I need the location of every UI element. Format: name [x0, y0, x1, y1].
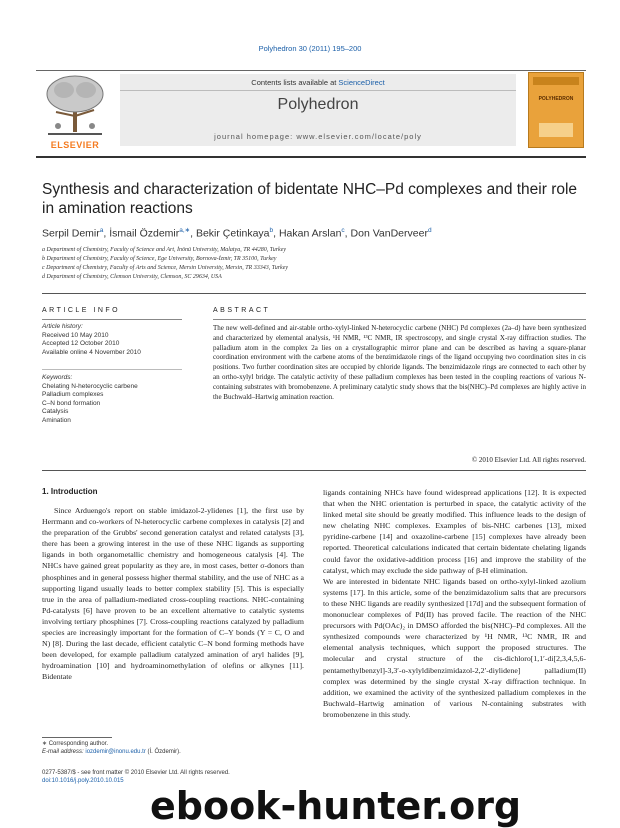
history-online: Available online 4 November 2010	[42, 348, 141, 356]
author-affiliation-mark[interactable]: a	[99, 227, 104, 234]
history-received: Received 10 May 2010	[42, 331, 109, 339]
section-heading-introduction: 1. Introduction	[42, 487, 98, 496]
article-info-rule	[42, 319, 182, 320]
journal-title: Polyhedron	[277, 96, 359, 113]
intro-column-right: ligands containing NHCs have found widespread applications [12]. It is expected that when the NHC orientation is perturbed in space, the catalytic activity of the linked metal site should be greatly modified. This influence leads to the design of new chelating NHC complexes. Examples of bis-NHC carbenes [13], mixed pyridine-carbene [14] and oxazoline-carbene [15] complexes have already been reported. Theoretical calculations indicated that certain bidentate chelating ligands could favor the oxidative-addition process [16] and improve the stability of the catalyst, which may exclude the side pathway of β-H elimination. We are interested in bidentate NHC ligands based on ortho-xylyl-linked azolium systems [17]. In this article, some of the benzimidazolium salts that are precursors to these NHC ligands are readily synthesized [17d] and the subsequent formation of mononuclear complexes of Pd(II) has proved facile. The reaction of the NHC precursors with Pd(OAc)₂ in DMSO afforded the bis(NHC)–Pd complexes. All the synthesized compounds were characterized by ¹H NMR, ¹³C NMR, IR and elemental analysis techniques, which support the proposed structures. The molecular and crystal structure of the cis-dichloro[1,1′-di[2,3,4,5,6-pentamethylbenzyl]-3,3′-o-xylyldibenzimidazol-2,2′-diylidene] palladium(II) complex was determined by the single crystal X-ray diffraction technique. In addition, we examined the activity of the synthesized palladium complexes in the Buchwald–Hartwig amination of various N-containing substrates with bromobenzene in this study.	[323, 488, 586, 719]
author-email-link[interactable]: iozdemir@inonu.edu.tr	[85, 749, 146, 755]
publisher-logo-text: ELSEVIER	[50, 140, 100, 150]
abstract-copyright: © 2010 Elsevier Ltd. All rights reserved.	[471, 456, 586, 464]
author-affiliation-mark[interactable]: c	[341, 227, 345, 234]
affiliation: c Department of Chemistry, Faculty of Arts and Science, Mersin University, Mersin, TR 33343, Turkey	[42, 265, 289, 271]
author-affiliation-mark[interactable]: d	[427, 227, 432, 234]
cover-journal-name: POLYHEDRON	[538, 96, 574, 102]
doi-link[interactable]: doi:10.1016/j.poly.2010.10.015	[42, 778, 124, 784]
author-name[interactable]: Bekir Çetinkaya	[195, 227, 270, 240]
corresponding-author-footnote	[42, 740, 302, 756]
journal-cover-thumbnail	[528, 72, 584, 148]
issn-line: 0277-5387/$ - see front matter © 2010 Elsevier Ltd. All rights reserved.	[42, 770, 230, 776]
keyword: C–N bond formation	[42, 399, 101, 407]
author-list: Serpil Demir$^a$, İsmail Özdemir$^{a,∗}$, Bekir Çetinkaya$^b$, Hakan Arslan$^c$, Don VanDerveer$^d$	[42, 227, 432, 240]
corresponding-author-label: ∗ Corresponding author.	[42, 741, 109, 747]
keywords-block	[42, 374, 180, 425]
contents-line	[120, 78, 516, 87]
affiliation: a Department of Chemistry, Faculty of Science and Art, İnönü University, Malatya, TR 44280, Turkey	[42, 247, 287, 253]
keyword: Catalysis	[42, 408, 69, 415]
author-name[interactable]: Serpil Demir	[42, 227, 100, 240]
info-bottom-rule	[42, 470, 586, 471]
author-name[interactable]: Hakan Arslan	[278, 227, 342, 240]
abstract-text: The new well-defined and air-stable ortho-xylyl-linked N-heterocyclic carbene (NHC) Pd complexes (2a–d) have been synthesized and characterized by elemental analysis, ¹H NMR, ¹³C NMR, IR spectroscopy, and single crystal X-ray diffraction studies. The palladium atom in the complex 2a lies on a crystallographic mirror plane and can be described as having a square-planar coordination environment with the carbene atoms of the benzimidazole rings of the ligand occupying two coordination sites in cis positions. Two further coordination sites are occupied by chloride ligands. The benzimidazole rings are connected to each other by an ortho-xylyl bridge. The catalytic activity of these palladium complexes has been tested in the coupling reactions of various N-containing substrates with bromobenzene. A preliminary catalytic study shows that the bis(NHC)–Pd complexes are highly active in the Buchwald–Hartwig amination reaction.	[213, 324, 586, 401]
affiliation: b Department of Chemistry, Faculty of Science, Ege University, Bornova-İzmir, TR 35100, Turkey	[42, 256, 277, 262]
footnote-rule	[42, 737, 112, 738]
author-affiliation-mark[interactable]: b	[269, 227, 274, 234]
email-suffix: (İ. Özdemir).	[145, 749, 181, 755]
author-name[interactable]: Don VanDerveer	[350, 227, 428, 240]
journal-homepage[interactable]: journal homepage: www.elsevier.com/locate/poly	[214, 132, 422, 141]
keywords-rule	[42, 369, 182, 370]
banner-divider	[120, 90, 516, 91]
email-label: E-mail address:	[42, 749, 86, 755]
sciencedirect-link[interactable]: ScienceDirect	[338, 78, 385, 87]
keyword: Amination	[42, 416, 71, 424]
contents-prefix: Contents lists available at	[251, 78, 339, 87]
affiliation: d Department of Chemistry, Clemson University, Clemson, SC 29634, USA	[42, 274, 222, 280]
author-affiliation-mark[interactable]: a,∗	[179, 227, 191, 234]
history-accepted: Accepted 12 October 2010	[42, 340, 120, 347]
keywords-label: Keywords:	[42, 374, 73, 381]
info-top-rule	[42, 293, 586, 294]
abstract-rule	[213, 319, 586, 320]
abstract-heading: ABSTRACT	[213, 307, 271, 314]
header-bottom-rule	[36, 156, 586, 158]
elsevier-tree-logo	[42, 72, 108, 146]
author-name[interactable]: İsmail Özdemir	[109, 227, 180, 240]
article-history-label: Article history:	[42, 323, 83, 330]
article-title: Synthesis and characterization of bidentate NHC–Pd complexes and their role in amination reactions	[42, 181, 578, 217]
issn-block	[42, 769, 342, 785]
keyword: Palladium complexes	[42, 391, 104, 398]
watermark: ebook-hunter.org	[150, 784, 522, 828]
keyword: Chelating N-heterocyclic carbene	[42, 382, 138, 390]
intro-column-left: Since Arduengo's report on stable imidazol-2-ylidenes [1], the first use by Herrmann and co-workers of N-heterocyclic carbene complexes in catalysis [2] and the preparation of the Grubbs' second generation catalyst and related catalysts [3], there has been a growing interest in the use of these NHC ligands as supporting ligands in both organometallic chemistry and homogeneous catalysis [4]. The NHCs have gained great popularity as they are, in most cases, better σ-donors than phosphines and in general possess higher thermal stability, and the use of NHC as a supporting ligand usually leads to better complex stability [5]. This is especially true in the area of palladium-mediated cross-coupling reactions. NHC-containing Pd-catalysts [6] have proven to be an excellent alternative to catalytic systems involving tertiary phosphines [7]. Cross-coupling reactions catalyzed by palladium species are increasingly important for the formation of C–Y bonds (Y = C, O and N) [8]. During the last decade, efficient catalytic C–N bond forming methods have been developed, for example palladium catalyzed amination of aryl halides [9], hydroamination [10] and hydroaminomethylation of olefins or alkynes [11]. Bidentate	[42, 506, 304, 682]
article-history	[42, 323, 180, 357]
header-top-rule	[36, 70, 586, 71]
journal-reference[interactable]: Polyhedron 30 (2011) 195–200	[258, 44, 362, 53]
article-info-heading: ARTICLE INFO	[42, 307, 121, 314]
